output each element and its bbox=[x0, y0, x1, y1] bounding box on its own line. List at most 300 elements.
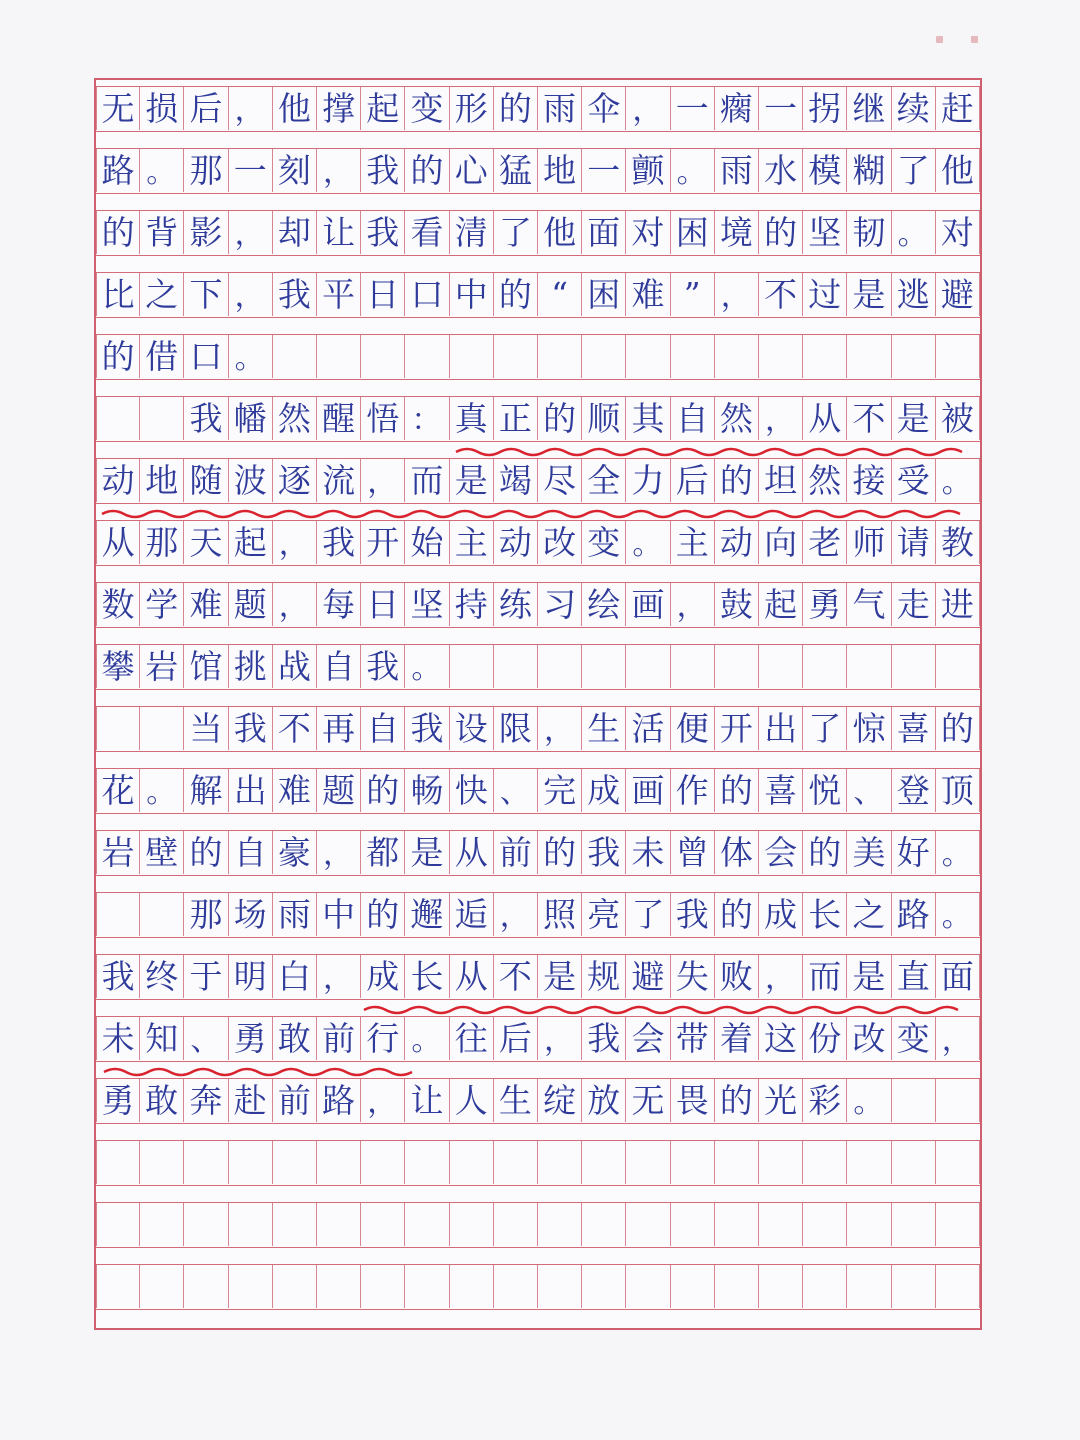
grid-cell: 了 bbox=[494, 211, 538, 254]
grid-cell: 不 bbox=[273, 707, 317, 750]
grid-cell bbox=[626, 335, 670, 378]
grid-cell: 长 bbox=[405, 955, 449, 998]
grid-cell: 拐 bbox=[803, 87, 847, 130]
grid-cell: 续 bbox=[892, 87, 936, 130]
grid-cell: 自 bbox=[317, 645, 361, 688]
grid-cell: 前 bbox=[273, 1079, 317, 1122]
wavy-underline-2 bbox=[102, 511, 960, 517]
grid-cell: 的 bbox=[538, 831, 582, 874]
grid-row bbox=[96, 396, 980, 442]
grid-cell bbox=[405, 1203, 449, 1246]
grid-row bbox=[96, 644, 980, 690]
grid-cell: 生 bbox=[494, 1079, 538, 1122]
grid-cell: 继 bbox=[847, 87, 891, 130]
grid-cell bbox=[494, 1265, 538, 1308]
grid-cell: 数 bbox=[96, 583, 140, 626]
grid-cell: 生 bbox=[582, 707, 626, 750]
grid-cell: 平 bbox=[317, 273, 361, 316]
grid-cell: 地 bbox=[140, 459, 184, 502]
grid-cell: 败 bbox=[715, 955, 759, 998]
grid-cell: 会 bbox=[626, 1017, 670, 1060]
grid-cell: 雨 bbox=[715, 149, 759, 192]
grid-cell bbox=[936, 335, 980, 378]
grid-row bbox=[96, 1202, 980, 1248]
grid-cell: 之 bbox=[140, 273, 184, 316]
grid-cell: 喜 bbox=[759, 769, 803, 812]
grid-cell: 往 bbox=[450, 1017, 494, 1060]
grid-cell: 。 bbox=[936, 893, 980, 936]
grid-cell bbox=[494, 1141, 538, 1184]
grid-cell bbox=[847, 1141, 891, 1184]
grid-cell bbox=[626, 1265, 670, 1308]
grid-cell: 我 bbox=[184, 397, 228, 440]
grid-cell bbox=[361, 1203, 405, 1246]
grid-cell: 便 bbox=[671, 707, 715, 750]
grid-cell bbox=[229, 1141, 273, 1184]
grid-cell: 直 bbox=[892, 955, 936, 998]
grid-cell: 美 bbox=[847, 831, 891, 874]
wavy-underline-4 bbox=[104, 1069, 412, 1075]
grid-cell bbox=[273, 335, 317, 378]
grid-cell bbox=[936, 645, 980, 688]
grid-cell bbox=[140, 1203, 184, 1246]
grid-cell bbox=[671, 1141, 715, 1184]
grid-cell bbox=[140, 1141, 184, 1184]
grid-row bbox=[96, 1264, 980, 1310]
grid-cell bbox=[184, 1265, 228, 1308]
grid-cell bbox=[847, 1265, 891, 1308]
grid-cell: 进 bbox=[936, 583, 980, 626]
grid-cell: 伞 bbox=[582, 87, 626, 130]
grid-cell: 赴 bbox=[229, 1079, 273, 1122]
grid-cell: 畏 bbox=[671, 1079, 715, 1122]
grid-cell: 对 bbox=[626, 211, 670, 254]
grid-cell: 是 bbox=[405, 831, 449, 874]
grid-cell bbox=[892, 335, 936, 378]
grid-cell: 撑 bbox=[317, 87, 361, 130]
grid-cell bbox=[892, 1079, 936, 1122]
grid-cell: 。 bbox=[626, 521, 670, 564]
grid-cell bbox=[229, 1203, 273, 1246]
grid-cell: 的 bbox=[361, 769, 405, 812]
grid-cell bbox=[759, 1141, 803, 1184]
grid-cell: 规 bbox=[582, 955, 626, 998]
grid-cell: 。 bbox=[936, 831, 980, 874]
grid-cell: 影 bbox=[184, 211, 228, 254]
grid-cell bbox=[317, 335, 361, 378]
grid-cell: 练 bbox=[494, 583, 538, 626]
grid-cell: 快 bbox=[450, 769, 494, 812]
grid-cell bbox=[184, 1141, 228, 1184]
grid-cell bbox=[494, 335, 538, 378]
grid-cell: 坚 bbox=[803, 211, 847, 254]
grid-cell: 我 bbox=[96, 955, 140, 998]
grid-cell: 了 bbox=[892, 149, 936, 192]
grid-row bbox=[96, 148, 980, 194]
grid-cell: ， bbox=[538, 707, 582, 750]
grid-cell: 改 bbox=[538, 521, 582, 564]
grid-cell: 再 bbox=[317, 707, 361, 750]
grid-cell bbox=[803, 1203, 847, 1246]
grid-cell: ， bbox=[273, 583, 317, 626]
grid-row bbox=[96, 830, 980, 876]
grid-cell bbox=[317, 1265, 361, 1308]
grid-row bbox=[96, 1078, 980, 1124]
grid-cell: 豪 bbox=[273, 831, 317, 874]
grid-cell: ， bbox=[229, 273, 273, 316]
grid-row bbox=[96, 1016, 980, 1062]
grid-cell: 而 bbox=[405, 459, 449, 502]
grid-cell: 自 bbox=[671, 397, 715, 440]
grid-row bbox=[96, 768, 980, 814]
grid-cell: 限 bbox=[494, 707, 538, 750]
grid-cell: 着 bbox=[715, 1017, 759, 1060]
grid-cell bbox=[450, 1265, 494, 1308]
grid-cell bbox=[538, 1141, 582, 1184]
grid-cell: 困 bbox=[671, 211, 715, 254]
grid-cell bbox=[671, 645, 715, 688]
grid-cell bbox=[626, 1141, 670, 1184]
grid-cell: 悟 bbox=[361, 397, 405, 440]
grid-cell bbox=[671, 1203, 715, 1246]
grid-cell: 起 bbox=[361, 87, 405, 130]
grid-cell: 照 bbox=[538, 893, 582, 936]
grid-cell: 鼓 bbox=[715, 583, 759, 626]
grid-row bbox=[96, 272, 980, 318]
grid-cell: 难 bbox=[184, 583, 228, 626]
grid-cell: 解 bbox=[184, 769, 228, 812]
grid-cell: 逅 bbox=[450, 893, 494, 936]
grid-cell bbox=[273, 1265, 317, 1308]
grid-cell bbox=[671, 1265, 715, 1308]
grid-cell bbox=[450, 335, 494, 378]
grid-cell: 设 bbox=[450, 707, 494, 750]
grid-cell: 始 bbox=[405, 521, 449, 564]
grid-cell: 这 bbox=[759, 1017, 803, 1060]
grid-cell: 后 bbox=[184, 87, 228, 130]
grid-cell: 背 bbox=[140, 211, 184, 254]
grid-cell: 的 bbox=[715, 459, 759, 502]
grid-cell: 正 bbox=[494, 397, 538, 440]
grid-cell: 他 bbox=[936, 149, 980, 192]
grid-cell: 流 bbox=[317, 459, 361, 502]
grid-cell: 我 bbox=[229, 707, 273, 750]
grid-cell: 从 bbox=[803, 397, 847, 440]
grid-cell bbox=[96, 1203, 140, 1246]
grid-cell: 的 bbox=[936, 707, 980, 750]
grid-cell bbox=[361, 1141, 405, 1184]
grid-cell: 亮 bbox=[582, 893, 626, 936]
grid-cell: 出 bbox=[229, 769, 273, 812]
grid-cell: 壁 bbox=[140, 831, 184, 874]
grid-cell: 路 bbox=[317, 1079, 361, 1122]
grid-cell bbox=[140, 707, 184, 750]
grid-cell bbox=[538, 335, 582, 378]
grid-cell: 活 bbox=[626, 707, 670, 750]
grid-cell: 从 bbox=[96, 521, 140, 564]
grid-row bbox=[96, 706, 980, 752]
grid-cell: 曾 bbox=[671, 831, 715, 874]
grid-cell bbox=[847, 1203, 891, 1246]
grid-cell: 面 bbox=[936, 955, 980, 998]
grid-cell: ， bbox=[361, 459, 405, 502]
grid-cell: 幡 bbox=[229, 397, 273, 440]
grid-cell: 一 bbox=[671, 87, 715, 130]
grid-cell: 份 bbox=[803, 1017, 847, 1060]
grid-cell: 借 bbox=[140, 335, 184, 378]
grid-cell: 韧 bbox=[847, 211, 891, 254]
grid-cell: 从 bbox=[450, 831, 494, 874]
grid-cell: 我 bbox=[361, 211, 405, 254]
grid-cell: 邂 bbox=[405, 893, 449, 936]
grid-cell: 后 bbox=[671, 459, 715, 502]
grid-cell bbox=[847, 335, 891, 378]
grid-cell bbox=[936, 1203, 980, 1246]
grid-cell: 力 bbox=[626, 459, 670, 502]
grid-cell bbox=[405, 1265, 449, 1308]
grid-cell: 成 bbox=[361, 955, 405, 998]
grid-cell: 我 bbox=[273, 273, 317, 316]
grid-cell: 未 bbox=[626, 831, 670, 874]
grid-cell: 口 bbox=[405, 273, 449, 316]
grid-cell bbox=[892, 1141, 936, 1184]
grid-cell: 勇 bbox=[803, 583, 847, 626]
grid-cell: 是 bbox=[450, 459, 494, 502]
grid-cell: 体 bbox=[715, 831, 759, 874]
grid-cell bbox=[140, 1265, 184, 1308]
grid-cell: 之 bbox=[847, 893, 891, 936]
grid-cell: ， bbox=[626, 87, 670, 130]
grid-cell bbox=[96, 1265, 140, 1308]
grid-cell: 猛 bbox=[494, 149, 538, 192]
grid-cell: 。 bbox=[936, 459, 980, 502]
grid-cell: 起 bbox=[759, 583, 803, 626]
grid-cell: 中 bbox=[317, 893, 361, 936]
grid-cell: 让 bbox=[317, 211, 361, 254]
grid-cell bbox=[626, 645, 670, 688]
grid-cell: 我 bbox=[361, 645, 405, 688]
grid-cell: 馆 bbox=[184, 645, 228, 688]
grid-cell: 赶 bbox=[936, 87, 980, 130]
grid-cell: 难 bbox=[626, 273, 670, 316]
grid-cell: 成 bbox=[582, 769, 626, 812]
grid-cell: 战 bbox=[273, 645, 317, 688]
grid-cell: 老 bbox=[803, 521, 847, 564]
grid-cell bbox=[96, 397, 140, 440]
grid-cell: 波 bbox=[229, 459, 273, 502]
grid-cell: 模 bbox=[803, 149, 847, 192]
grid-cell: 每 bbox=[317, 583, 361, 626]
grid-cell: 是 bbox=[892, 397, 936, 440]
grid-cell bbox=[803, 1141, 847, 1184]
grid-cell: 那 bbox=[140, 521, 184, 564]
grid-cell: 无 bbox=[96, 87, 140, 130]
grid-cell bbox=[538, 1203, 582, 1246]
grid-cell: 彩 bbox=[803, 1079, 847, 1122]
grid-cell: 顶 bbox=[936, 769, 980, 812]
grid-cell: 带 bbox=[671, 1017, 715, 1060]
grid-cell: 逐 bbox=[273, 459, 317, 502]
grid-cell: ， bbox=[538, 1017, 582, 1060]
grid-cell: 日 bbox=[361, 583, 405, 626]
grid-cell: 行 bbox=[361, 1017, 405, 1060]
grid-cell: ， bbox=[361, 1079, 405, 1122]
grid-cell: 难 bbox=[273, 769, 317, 812]
grid-cell: 竭 bbox=[494, 459, 538, 502]
grid-cell bbox=[96, 707, 140, 750]
grid-cell bbox=[96, 1141, 140, 1184]
grid-cell: 画 bbox=[626, 583, 670, 626]
grid-cell bbox=[450, 645, 494, 688]
grid-cell: 终 bbox=[140, 955, 184, 998]
grid-cell: 未 bbox=[96, 1017, 140, 1060]
grid-row bbox=[96, 1140, 980, 1186]
grid-cell: 让 bbox=[405, 1079, 449, 1122]
grid-cell: 。 bbox=[140, 769, 184, 812]
grid-cell: 。 bbox=[892, 211, 936, 254]
grid-cell: 持 bbox=[450, 583, 494, 626]
grid-cell: ， bbox=[759, 397, 803, 440]
grid-cell bbox=[229, 1265, 273, 1308]
grid-row bbox=[96, 86, 980, 132]
grid-cell: 顺 bbox=[582, 397, 626, 440]
grid-cell: 我 bbox=[671, 893, 715, 936]
grid-cell: 师 bbox=[847, 521, 891, 564]
grid-cell bbox=[936, 1265, 980, 1308]
grid-cell: 主 bbox=[671, 521, 715, 564]
grid-cell bbox=[273, 1203, 317, 1246]
grid-cell: 。 bbox=[140, 149, 184, 192]
grid-cell: 比 bbox=[96, 273, 140, 316]
grid-cell: 过 bbox=[803, 273, 847, 316]
grid-cell: 题 bbox=[317, 769, 361, 812]
grid-cell: 起 bbox=[229, 521, 273, 564]
grid-cell: 。 bbox=[847, 1079, 891, 1122]
grid-cell: 是 bbox=[847, 273, 891, 316]
grid-cell: 惊 bbox=[847, 707, 891, 750]
grid-cell: 失 bbox=[671, 955, 715, 998]
grid-cell: 损 bbox=[140, 87, 184, 130]
grid-cell: 受 bbox=[892, 459, 936, 502]
grid-cell bbox=[582, 335, 626, 378]
grid-cell: 明 bbox=[229, 955, 273, 998]
grid-cell: 我 bbox=[405, 707, 449, 750]
grid-cell: 糊 bbox=[847, 149, 891, 192]
grid-cell: 中 bbox=[450, 273, 494, 316]
grid-cell: 的 bbox=[96, 211, 140, 254]
grid-cell: 的 bbox=[494, 87, 538, 130]
grid-cell bbox=[317, 1203, 361, 1246]
grid-cell: 全 bbox=[582, 459, 626, 502]
grid-cell: ， bbox=[317, 831, 361, 874]
grid-cell bbox=[494, 645, 538, 688]
grid-cell: 看 bbox=[405, 211, 449, 254]
grid-cell: 长 bbox=[803, 893, 847, 936]
grid-cell: 不 bbox=[847, 397, 891, 440]
grid-cell: 奔 bbox=[184, 1079, 228, 1122]
grid-cell: 从 bbox=[450, 955, 494, 998]
grid-cell: 敢 bbox=[140, 1079, 184, 1122]
grid-cell: 被 bbox=[936, 397, 980, 440]
grid-cell: 岩 bbox=[96, 831, 140, 874]
grid-cell bbox=[715, 1203, 759, 1246]
grid-cell: 光 bbox=[759, 1079, 803, 1122]
grid-cell: 逃 bbox=[892, 273, 936, 316]
grid-cell: 了 bbox=[626, 893, 670, 936]
grid-cell bbox=[936, 1141, 980, 1184]
grid-cell bbox=[96, 893, 140, 936]
grid-cell: 一 bbox=[582, 149, 626, 192]
grid-cell: 的 bbox=[184, 831, 228, 874]
grid-cell: 其 bbox=[626, 397, 670, 440]
grid-cell bbox=[803, 1265, 847, 1308]
grid-cell: 的 bbox=[361, 893, 405, 936]
grid-cell: 的 bbox=[494, 273, 538, 316]
grid-cell bbox=[847, 645, 891, 688]
grid-cell: 挑 bbox=[229, 645, 273, 688]
grid-cell: 我 bbox=[317, 521, 361, 564]
grid-cell bbox=[582, 1265, 626, 1308]
grid-cell: 雨 bbox=[538, 87, 582, 130]
grid-cell: 自 bbox=[361, 707, 405, 750]
grid-cell: 是 bbox=[847, 955, 891, 998]
grid-cell: 喜 bbox=[892, 707, 936, 750]
grid-cell: 的 bbox=[715, 893, 759, 936]
grid-cell bbox=[759, 1265, 803, 1308]
wavy-underline-3 bbox=[364, 1007, 958, 1013]
grid-cell bbox=[450, 1141, 494, 1184]
grid-cell: 境 bbox=[715, 211, 759, 254]
grid-cell: 心 bbox=[450, 149, 494, 192]
grid-cell bbox=[892, 645, 936, 688]
grid-cell: 会 bbox=[759, 831, 803, 874]
grid-cell: 无 bbox=[626, 1079, 670, 1122]
grid-cell: 向 bbox=[759, 521, 803, 564]
grid-cell: ， bbox=[229, 87, 273, 130]
grid-cell: ， bbox=[715, 273, 759, 316]
grid-cell: 那 bbox=[184, 149, 228, 192]
grid-cell bbox=[140, 893, 184, 936]
grid-cell: 主 bbox=[450, 521, 494, 564]
grid-cell bbox=[582, 645, 626, 688]
grid-cell: 醒 bbox=[317, 397, 361, 440]
grid-cell: 避 bbox=[626, 955, 670, 998]
grid-cell: 变 bbox=[405, 87, 449, 130]
grid-cell: 一 bbox=[229, 149, 273, 192]
grid-cell: 我 bbox=[582, 831, 626, 874]
grid-cell bbox=[936, 1079, 980, 1122]
grid-cell: 人 bbox=[450, 1079, 494, 1122]
grid-cell: 。 bbox=[405, 645, 449, 688]
grid-cell: 颤 bbox=[626, 149, 670, 192]
grid-cell: 地 bbox=[538, 149, 582, 192]
grid-cell: 我 bbox=[582, 1017, 626, 1060]
grid-cell: 习 bbox=[538, 583, 582, 626]
grid-cell: 我 bbox=[361, 149, 405, 192]
grid-cell: 坦 bbox=[759, 459, 803, 502]
grid-cell: 尽 bbox=[538, 459, 582, 502]
grid-cell bbox=[715, 1141, 759, 1184]
grid-cell: 好 bbox=[892, 831, 936, 874]
grid-cell: 。 bbox=[229, 335, 273, 378]
grid-cell: “ bbox=[538, 273, 582, 316]
grid-cell: 随 bbox=[184, 459, 228, 502]
grid-cell: 清 bbox=[450, 211, 494, 254]
grid-cell: 后 bbox=[494, 1017, 538, 1060]
grid-cell: 、 bbox=[184, 1017, 228, 1060]
grid-cell bbox=[273, 1141, 317, 1184]
grid-cell: 他 bbox=[538, 211, 582, 254]
